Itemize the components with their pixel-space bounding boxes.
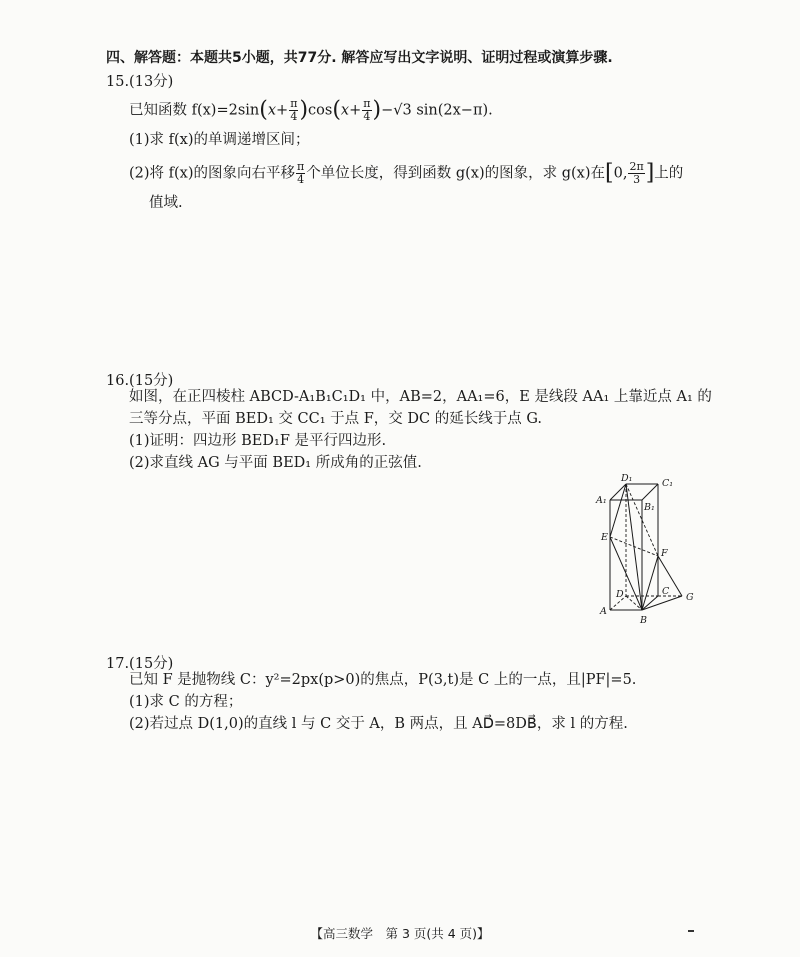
q15-frac-b: $\frac{\pi}{4}$ — [363, 97, 371, 123]
label-c: C — [662, 586, 670, 597]
q17-number: 17.(15分) — [106, 656, 174, 672]
section-header: 四、解答题：本题共5小题，共77分. 解答应写出文字说明、证明过程或演算步骤. — [106, 50, 613, 66]
q16-number: 16.(15分) — [106, 373, 174, 389]
q17-line1: 已知 F 是抛物线 C：y²=2px(p>0)的焦点，P(3,t)是 C 上的一点，且|PF|=5. — [129, 672, 637, 688]
corner-mark — [688, 930, 694, 932]
page-footer: 【高三数学 第 3 页(共 4 页)】 — [310, 926, 490, 941]
q15-stem-pre: 已知函数 f(x)=2sin — [129, 102, 260, 119]
prism-figure — [590, 472, 702, 628]
q15-part2: (2)将 f(x)的图象向右平移 $\frac{\pi}{4}$ 个单位长度，得到函数 g(x)的图象，求 g(x)在[0, $\frac{2\pi}{3}$ ]上的 — [129, 160, 684, 186]
q16-part1: (1)证明：四边形 BED₁F 是平行四边形. — [129, 433, 387, 449]
q16-line1: 如图，在正四棱柱 ABCD-A₁B₁C₁D₁ 中，AB=2，AA₁=6，E 是线段 AA₁ 上靠近点 A₁ 的 — [129, 389, 712, 405]
q15-part1: (1)求 f(x)的单调递增区间； — [129, 132, 310, 148]
q15-stem-post: −√3 sin(2x−π). — [381, 102, 493, 119]
q15-frac-d: $\frac{2\pi}{3}$ — [629, 160, 644, 186]
q16-line2: 三等分点，平面 BED₁ 交 CC₁ 于点 F，交 DC 的延长线于点 G. — [129, 411, 543, 427]
q17-part2: (2)若过点 D(1,0)的直线 l 与 C 交于 A，B 两点，且 AD⃗=8DB⃗，求 l 的方程. — [129, 716, 628, 732]
q15-stem-mid: cos — [308, 102, 333, 119]
label-g: G — [686, 592, 694, 603]
label-c1: C₁ — [662, 478, 674, 489]
label-e: E — [601, 532, 608, 543]
label-b1: B₁ — [644, 502, 655, 513]
label-b: B — [640, 615, 647, 626]
q15-frac-a: $\frac{\pi}{4}$ — [290, 97, 298, 123]
label-f: F — [661, 548, 668, 559]
q16-part2: (2)求直线 AG 与平面 BED₁ 所成角的正弦值. — [129, 455, 422, 471]
q15-part2-line2: 值域. — [149, 195, 183, 211]
q15-frac-c: $\frac{\pi}{4}$ — [297, 160, 305, 186]
q15-stem: 已知函数 f(x)=2sin(x+ $\frac{\pi}{4}$ )cos(x+ $\frac{\pi}{4}$ )−√3 sin(2x−π). — [129, 97, 493, 123]
label-d1: D₁ — [621, 473, 633, 484]
label-a1: A₁ — [596, 495, 607, 506]
label-a: A — [600, 606, 607, 617]
q17-part1: (1)求 C 的方程； — [129, 694, 243, 710]
q15-number: 15.(13分) — [106, 74, 174, 90]
label-d: D — [616, 589, 624, 600]
